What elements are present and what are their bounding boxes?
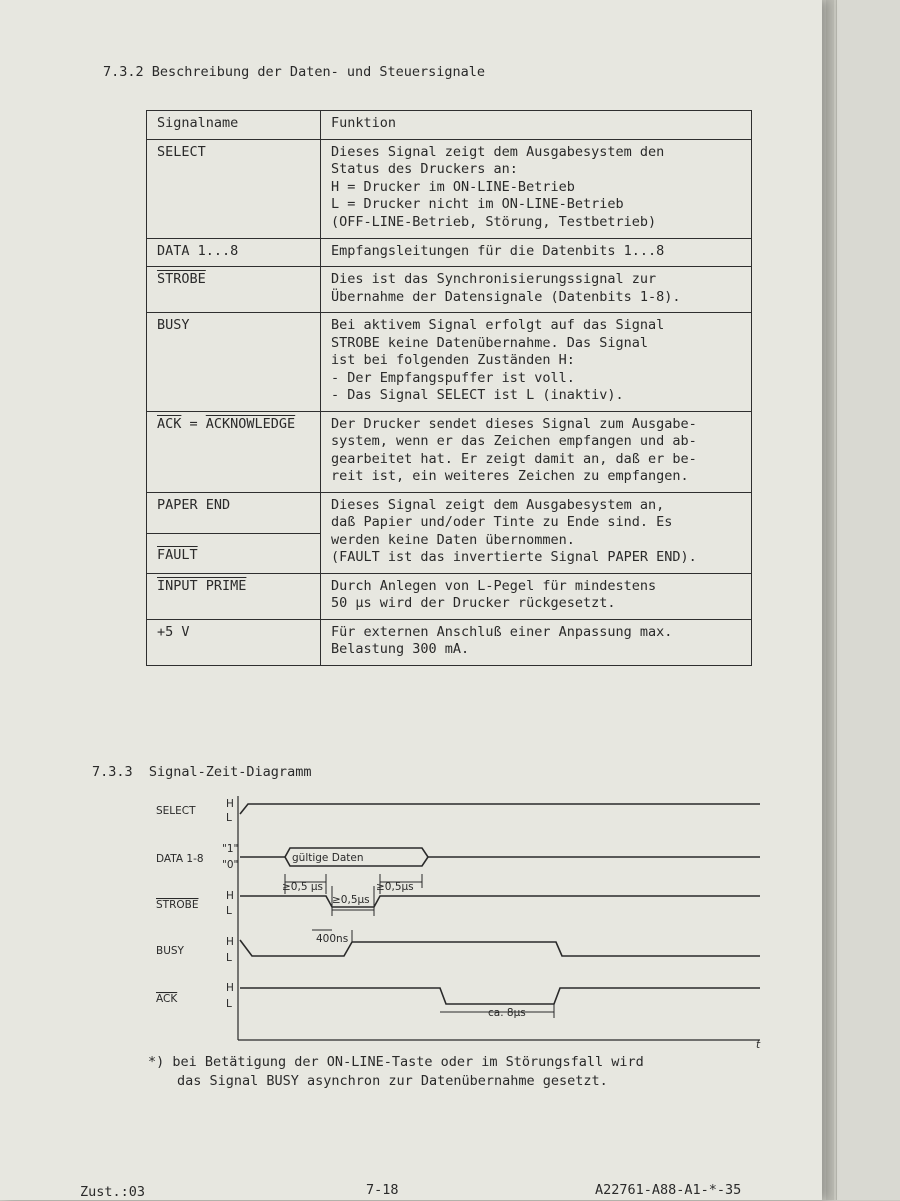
ack-waveform	[240, 988, 760, 1004]
header-funktion: Funktion	[321, 111, 752, 140]
function-text: Durch Anlegen von L-Pegel für mindestens 50 µs wird der Drucker rückgesetzt.	[331, 577, 657, 611]
timing-t3: ≥0,5µs	[376, 881, 414, 893]
function-text: Bei aktivem Signal erfolgt auf das Signal STROBE keine Datenübernahme. Das Signal ist bei folgenden Zuständen H: - Der Empfangspuffer ist voll. - Das Signal SELECT ist L (inaktiv).	[331, 317, 665, 403]
select-waveform	[240, 804, 760, 814]
label-strobe: STROBE	[156, 899, 199, 911]
signal-table	[146, 110, 752, 666]
footer-document-code: A22761-A88-A1-*-35	[595, 1182, 742, 1198]
ack-h: H	[226, 982, 234, 994]
ack-l: L	[226, 998, 232, 1010]
busy-h: H	[226, 936, 234, 948]
table-row	[147, 492, 752, 573]
label-ack: ACK	[156, 993, 178, 1005]
timing-t1: ≥0,5 µs	[282, 881, 323, 893]
fault-name: FAULT	[157, 546, 198, 563]
signal-name-select: SELECT	[147, 139, 321, 238]
signal-function	[321, 619, 752, 665]
signal-name-strobe	[147, 267, 321, 313]
signal-function	[321, 139, 752, 238]
busy-l: L	[226, 952, 232, 964]
data-1: "1"	[222, 843, 239, 855]
strobe-waveform	[240, 896, 760, 907]
table-row	[147, 619, 752, 665]
signal-name-inputprime	[147, 573, 321, 619]
table-row	[147, 139, 752, 238]
footer-revision: Zust.:03	[80, 1184, 146, 1200]
strobe-l: L	[226, 905, 232, 917]
select-l: L	[226, 812, 232, 824]
table-row	[147, 411, 752, 492]
signal-name-ack	[147, 411, 321, 492]
table-row	[147, 573, 752, 619]
timing-t4: 400ns	[316, 933, 349, 945]
paper-end-cell: PAPER END	[147, 493, 320, 534]
footnote-line1: *) bei Betätigung der ON-LINE-Taste oder im Störungsfall wird	[148, 1054, 644, 1070]
function-text: Empfangsleitungen für die Datenbits 1...8	[331, 242, 665, 259]
footer-page-number: 7-18	[366, 1182, 399, 1198]
signal-name-5v: +5 V	[147, 619, 321, 665]
table-row	[147, 313, 752, 412]
label-busy: BUSY	[156, 945, 184, 957]
label-data: DATA 1-8	[156, 853, 204, 865]
timing-t2: ≥0,5µs	[332, 894, 370, 906]
signal-name-busy: BUSY	[147, 313, 321, 412]
strobe-name: STROBE	[157, 271, 206, 287]
next-page-edge	[836, 0, 900, 1200]
function-text: Dieses Signal zeigt dem Ausgabesystem den Status des Druckers an: H = Drucker im ON-LINE-Betrieb L = Drucker nicht im ON-LINE-Betrieb (OFF-LINE-Betrieb, Störung, Testbetrieb)	[331, 143, 665, 230]
data-0: "0"	[222, 859, 239, 871]
select-h: H	[226, 798, 234, 810]
table-header-row	[147, 111, 752, 140]
time-axis-label: t	[756, 1039, 761, 1050]
function-text: Der Drucker sendet dieses Signal zum Ausgabe- system, wenn er das Zeichen empfangen und ab- gearbeitet hat. Er zeigt damit an, daß er be- reit ist, ein weiteres Zeichen zu empfangen.	[331, 415, 697, 484]
signal-function	[321, 573, 752, 619]
signal-function	[321, 267, 752, 313]
signal-function	[321, 238, 752, 267]
header-signalname: Signalname	[147, 111, 321, 140]
table-row	[147, 267, 752, 313]
function-text: Für externen Anschluß einer Anpassung max. Belastung 300 mA.	[331, 623, 673, 657]
signal-name-data: DATA 1...8	[147, 238, 321, 267]
fault-cell	[147, 534, 320, 569]
signal-function	[321, 313, 752, 412]
input-prime-name: INPUT PRIME	[157, 577, 247, 594]
signal-function	[321, 492, 752, 573]
data-valid-label: gültige Daten	[292, 852, 364, 864]
strobe-h: H	[226, 890, 234, 902]
table-row	[147, 238, 752, 267]
label-select: SELECT	[156, 805, 196, 817]
ack-eq: =	[181, 415, 206, 432]
page-shadow	[826, 0, 834, 1200]
footnote-line2: das Signal BUSY asynchron zur Datenübernahme gesetzt.	[177, 1073, 608, 1089]
signal-function	[321, 411, 752, 492]
timing-t5: ca. 8µs	[488, 1007, 526, 1019]
ack-name: $\overline{ACK}$	[157, 415, 182, 432]
diagram-title: 7.3.3 Signal-Zeit-Diagramm	[92, 764, 312, 780]
acknowledge-name: ACKNOWLEDGE	[205, 415, 296, 432]
signal-name-paperend-fault	[147, 492, 321, 573]
function-text: Dieses Signal zeigt dem Ausgabesystem an, daß Papier und/oder Tinte zu Ende sind. Es werden keine Daten übernommen. (FAULT ist das invertierte Signal PAPER END).	[331, 496, 697, 565]
timing-diagram	[140, 790, 780, 1050]
function-text: Dies ist das Synchronisierungssignal zur Übernahme der Datensignale (Datenbits 1-8).	[331, 271, 681, 305]
section-title: 7.3.2 Beschreibung der Daten- und Steuersignale	[103, 64, 486, 80]
